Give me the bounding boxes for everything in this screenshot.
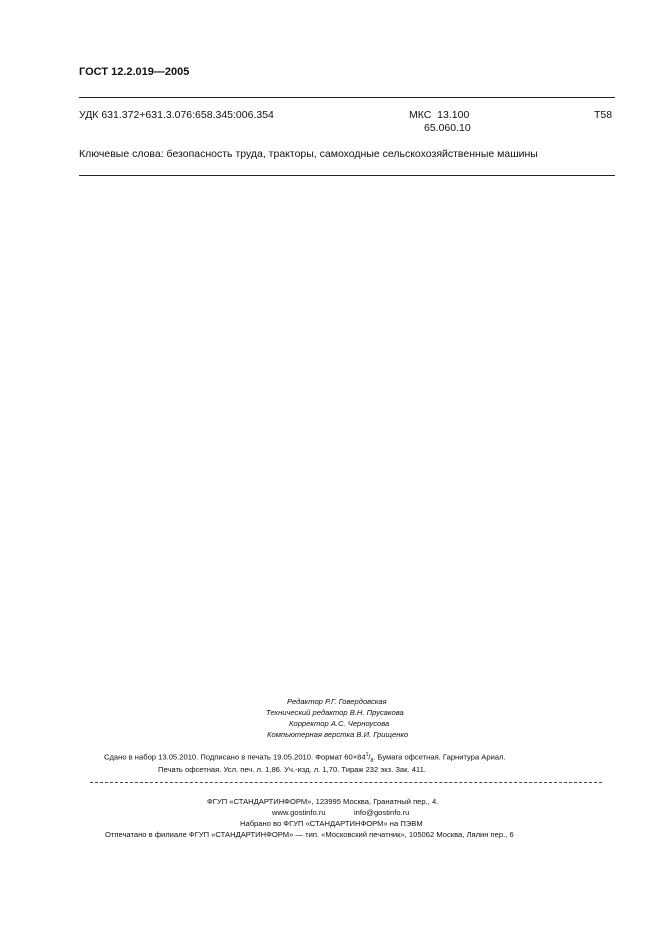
credit-corrector: Корректор А.С. Черноусова (289, 719, 390, 728)
format-sub: 8 (370, 758, 374, 765)
standard-code: ГОСТ 12.2.019—2005 (79, 66, 190, 78)
group-code: Т58 (594, 109, 613, 121)
publisher-email: info@gostinfo.ru (354, 808, 410, 817)
credit-layout: Компьютерная верстка В.И. Грищенко (267, 730, 409, 739)
mks-block (409, 109, 469, 121)
publisher-address: ФГУП «СТАНДАРТИНФОРМ», 123995 Москва, Гранатный пер., 4. (207, 797, 439, 806)
keywords-divider (79, 175, 615, 176)
credit-editor: Редактор Р.Г. Говердовская (287, 697, 387, 706)
publisher-printed: Отпечатано в филиале ФГУП «СТАНДАРТИНФОРМ» — тип. «Московский печатник», 105062 Москва, Лялин пер., 6 (105, 830, 514, 839)
print-divider (90, 782, 602, 783)
udk-code: УДК 631.372+631.3.076:658.345:006.354 (79, 109, 274, 121)
format-sup: 1 (365, 752, 369, 758)
top-divider (79, 97, 615, 98)
mks-code-1: 13.100 (437, 109, 470, 121)
mks-label: МКС (409, 109, 432, 121)
print-info-line2: Печать офсетная. Усл. печ. л. 1,86. Уч.-изд. л. 1,70. Тираж 232 экз. Зак. 411. (158, 765, 426, 774)
keywords: Ключевые слова: безопасность труда, тракторы, самоходные сельскохозяйственные машины (79, 148, 538, 160)
publisher-website: www.gostinfo.ru (272, 808, 326, 817)
publisher-typeset: Набрано во ФГУП «СТАНДАРТИНФОРМ» на ПЭВМ (240, 819, 423, 828)
credit-tech-editor: Технический редактор В.Н. Прусакова (266, 708, 404, 717)
mks-code-2: 65.060.10 (424, 122, 471, 134)
print-info-line1: Сдано в набор 13.05.2010. Подписано в печать 19.05.2010. Формат $60\times 84^1/_8$. Бумага офсетная. Гарнитура Ариал. (104, 752, 506, 765)
